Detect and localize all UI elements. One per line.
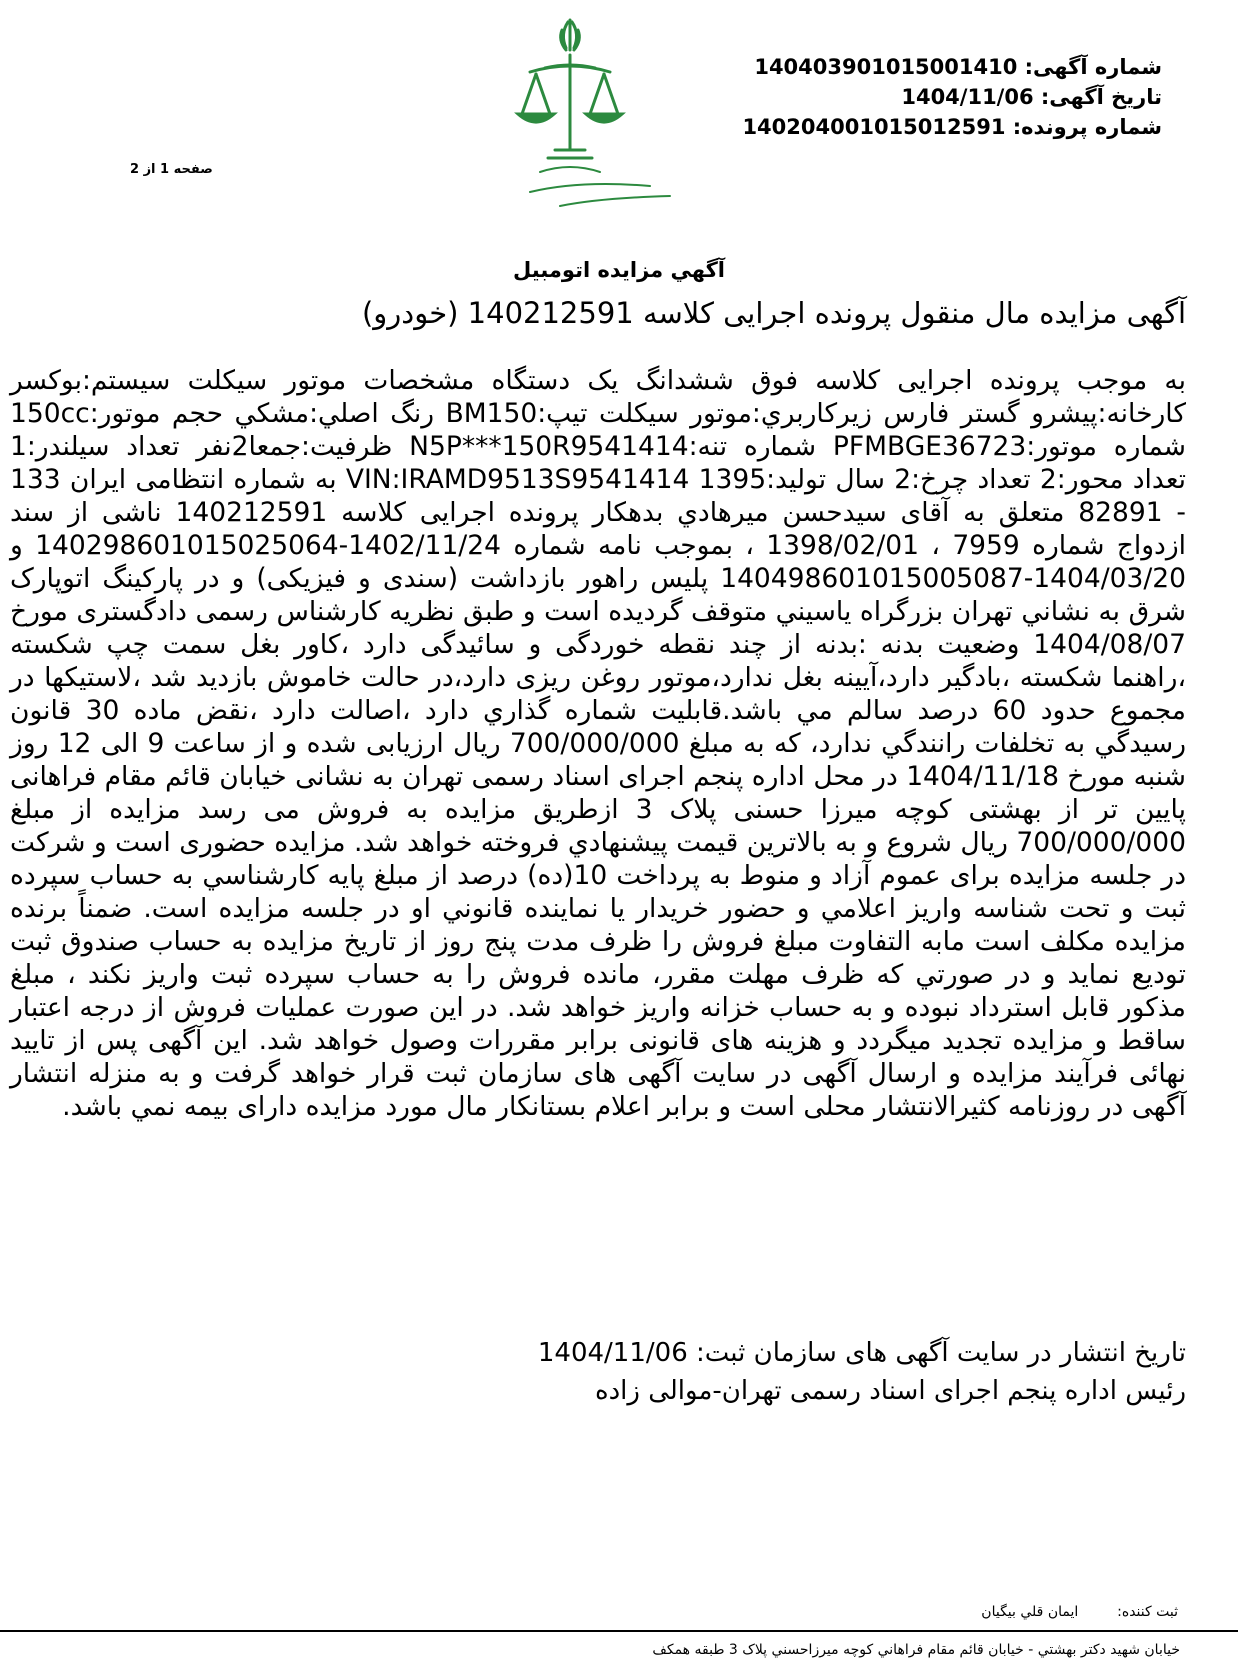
registrar-label: ثبت کننده: bbox=[1117, 1604, 1178, 1620]
page-title: آگهي مزايده اتومبيل bbox=[513, 258, 725, 282]
office-address: خيابان شهيد دكتر بهشتي - خيابان قائم مقام فراهاني كوچه ميرزاحسني پلاک 3 طبقه همكف bbox=[652, 1642, 1180, 1658]
registrar bbox=[981, 1604, 1178, 1620]
footer-divider bbox=[0, 1630, 1238, 1632]
notice-number: شماره آگهی: 140403901015001410 bbox=[754, 55, 1162, 79]
notice-meta bbox=[742, 52, 1162, 142]
notice-date: تاریخ آگهی: 1404/11/06 bbox=[901, 85, 1162, 109]
page-indicator: صفحه 1 از 2 bbox=[130, 162, 213, 177]
file-number: شماره پرونده: 140204001015012591 bbox=[742, 115, 1162, 139]
notice-subtitle: آگهی مزایده مال منقول پرونده اجرایی کلاسه 140212591 (خودرو) bbox=[361, 296, 1186, 330]
judiciary-emblem-logo bbox=[500, 10, 700, 215]
notice-body: به موجب پرونده اجرایی کلاسه فوق ششدانگ یک دستگاه مشخصات موتور سیکلت سیستم:بوکسر کارخانه:پيشرو گستر فارس زيركاربري:موتور سيكلت تيپ:BM150 رنگ اصلي:مشكي حجم موتور:150cc شماره موتور:PFMBGE36723 شماره تنه:N5P***150R9541414 ظرفيت:جمعا2نفر تعداد سيلندر:1 تعداد محور:2 تعداد چرخ:2 سال توليد:1395 VIN:IRAMD9513S9541414 به شماره انتظامی ایران 133 - 82891 متعلق به آقای سيدحسن ميرهادي بدهكار پرونده اجرایی کلاسه 140212591 ناشی از سند ازدواج شماره 7959 ، 1398/02/01 ، بموجب نامه شماره 1402/11/24-140298601015025064 و 1404/03/20-140498601015005087 پليس راهور بازداشت (سندی و فیزیکی) و در پاركينگ اتوپارک شرق به نشاني تهران بزرگراه ياسيني متوقف گرديده است و طبق نظريه كارشناس رسمی دادگستری مورخ 1404/08/07 وضعيت بدنه :بدنه از چند نقطه خوردگی و سائيدگی دارد ،كاور بغل سمت چپ شكسته ،راهنما شكسته ،بادگير دارد،آيينه بغل ندارد،موتور روغن ريزی دارد،در حالت خاموش بازديد شد ،لاستيكها در مجموع حدود 60 درصد سالم مي باشد.قابليت شماره گذاري دارد ،اصالت دارد ،نقض ماده 30 قانون رسيدگي به تخلفات رانندگي ندارد، که به مبلغ 700/000/000 ريال ارزیابی شده و از ساعت 9 الی 12 روز شنبه مورخ 1404/11/18 در محل اداره پنجم اجرای اسناد رسمی تهران به نشانی خیابان قائم مقام فراهانی پایین تر از بهشتی کوچه میرزا حسنی پلاک 3 ازطريق مزايده به فروش می رسد مزايده از مبلغ 700/000/000 ريال شروع و به بالاترين قيمت پيشنهادي فروخته خواهد شد. مزايده حضوری است و شرکت در جلسه مزايده برای عموم آزاد و منوط به پرداخت 10(ده) درصد از مبلغ پايه كارشناسي به حساب سپرده ثبت و تحت شناسه واريز اعلامي و حضور خريدار يا نماينده قانوني او در جلسه مزايده است. ضمناً برنده مزايده مكلف است مابه التفاوت مبلغ فروش را ظرف مدت پنج روز از تاريخ مزايده به حساب صندوق ثبت توديع نمايد و در صورتي كه ظرف مهلت مقرر، مانده فروش را به حساب سپرده ثبت واريز نكند ، مبلغ مذكور قابل استرداد نبوده و به حساب خزانه واريز خواهد شد. در اين صورت عمليات فروش از درجه اعتبار ساقط و مزايده تجديد ميگردد و هزینه های قانونی برابر مقررات وصول خواهد شد. این آگهی پس از تایید نهائی فرآیند مزایده و ارسال آگهی در سایت آگهی های سازمان ثبت قرار خواهد گرفت و به منزله انتشار آگهی در روزنامه کثیرالانتشار محلی است و برابر اعلام بستانکار مال مورد مزايده دارای بيمه نمي باشد. bbox=[10, 365, 1187, 1122]
publish-date-line: تاریخ انتشار در سایت آگهی های سازمان ثبت: 1404/11/06 bbox=[537, 1338, 1186, 1368]
registrar-name: ایمان قلي بيگيان bbox=[981, 1604, 1079, 1620]
signature-line: رئیس اداره پنجم اجرای اسناد رسمی تهران-موالی زاده bbox=[594, 1376, 1186, 1406]
